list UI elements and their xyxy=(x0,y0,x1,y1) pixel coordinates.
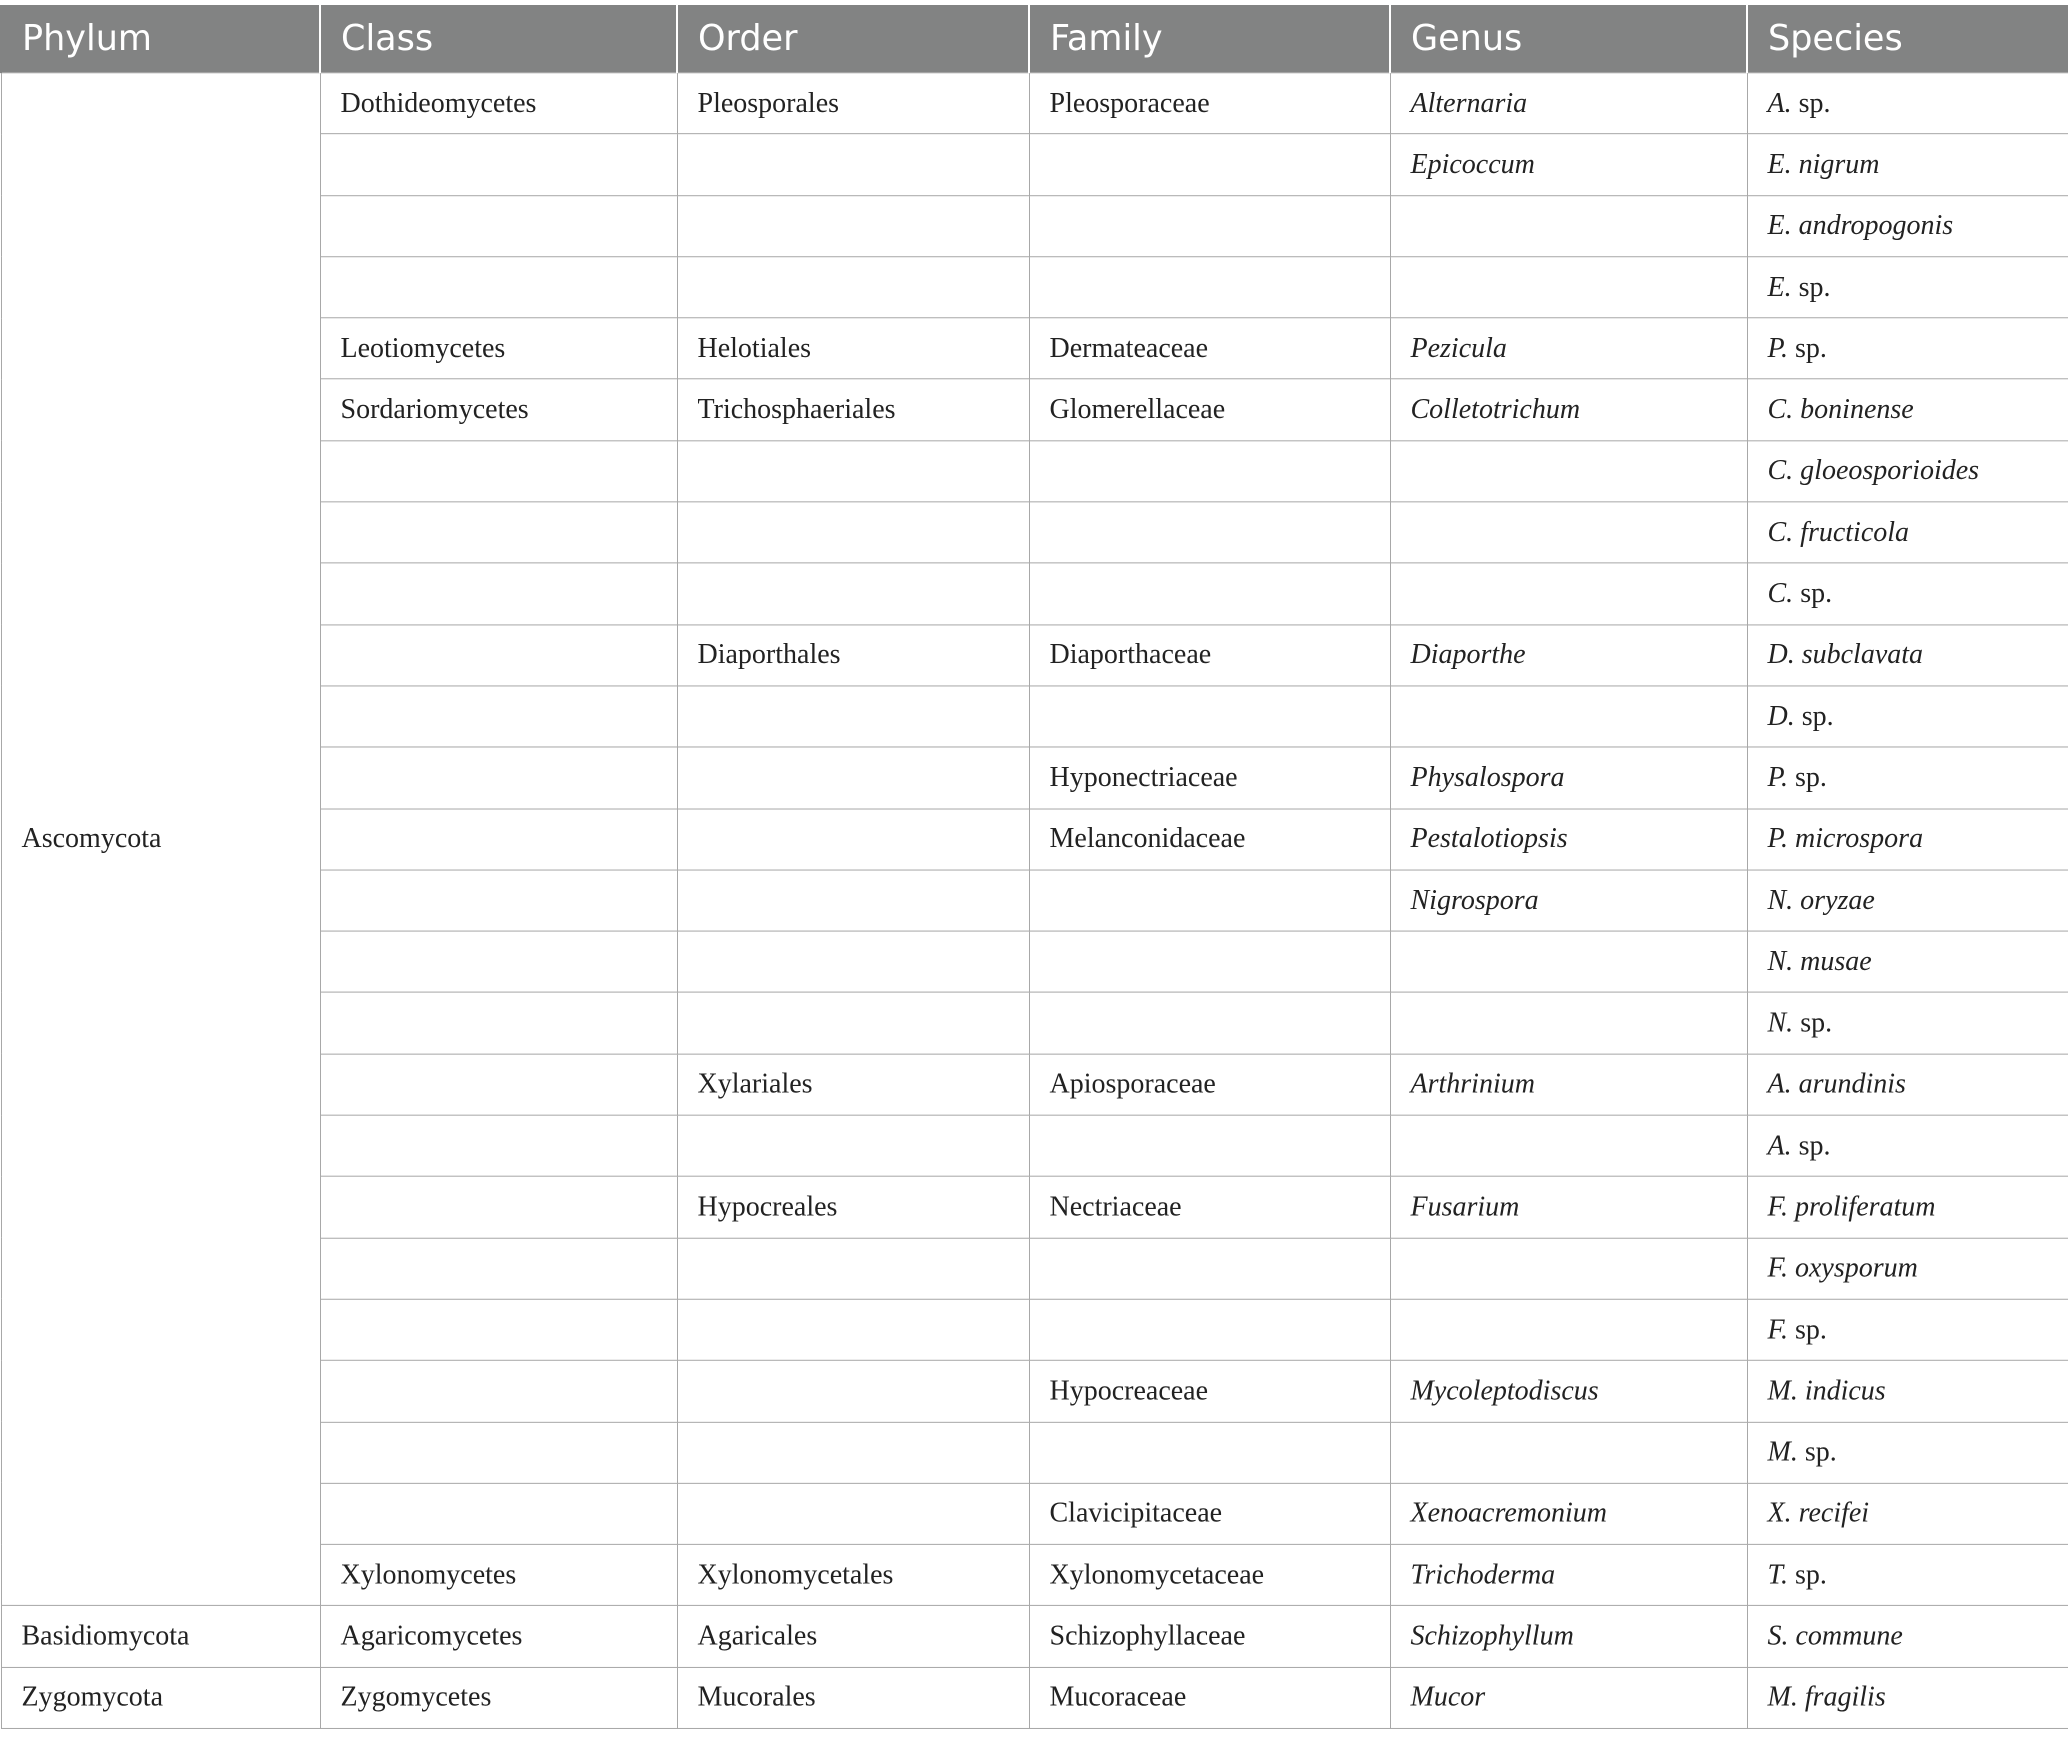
cell-family: Xylonomycetaceae xyxy=(1029,1545,1390,1606)
cell-order xyxy=(677,686,1029,747)
cell-order: Diaporthales xyxy=(677,625,1029,686)
header-order: Order xyxy=(677,5,1029,73)
cell-genus: Arthrinium xyxy=(1390,1054,1747,1115)
cell-class xyxy=(320,563,677,624)
cell-family: Pleosporaceae xyxy=(1029,73,1390,134)
cell-order xyxy=(677,502,1029,563)
species-genus-abbr: P. xyxy=(1767,761,1788,794)
cell-order xyxy=(677,563,1029,624)
species-name: E. andropogonis xyxy=(1767,209,1954,242)
cell-class xyxy=(320,870,677,931)
cell-order xyxy=(677,993,1029,1054)
cell-order xyxy=(677,1299,1029,1360)
cell-order: Trichosphaeriales xyxy=(677,379,1029,440)
cell-species xyxy=(1747,1545,2068,1606)
species-genus-abbr: A. xyxy=(1767,87,1792,119)
table-row xyxy=(1,1667,2068,1728)
cell-class xyxy=(320,1361,677,1422)
cell-genus: Xenoacremonium xyxy=(1390,1483,1747,1544)
cell-family xyxy=(1029,502,1390,563)
cell-class xyxy=(320,1115,677,1176)
cell-order xyxy=(677,1483,1029,1544)
cell-class xyxy=(320,747,677,808)
cell-genus: Diaporthe xyxy=(1390,625,1747,686)
cell-family xyxy=(1029,686,1390,747)
species-sp: sp. xyxy=(1794,700,1834,732)
cell-genus xyxy=(1390,1115,1747,1176)
cell-family: Hypocreaceae xyxy=(1029,1361,1390,1422)
species-name: C. boninense xyxy=(1767,393,1914,426)
cell-family: Schizophyllaceae xyxy=(1029,1606,1390,1667)
cell-order: Helotiales xyxy=(677,318,1029,379)
cell-genus xyxy=(1390,195,1747,256)
cell-order xyxy=(677,931,1029,992)
species-name: A. arundinis xyxy=(1767,1068,1906,1100)
cell-species xyxy=(1747,195,2068,256)
species-genus-abbr: T. xyxy=(1767,1558,1788,1591)
cell-species xyxy=(1747,1606,2068,1667)
table-row xyxy=(1,73,2068,134)
cell-species xyxy=(1747,1361,2068,1422)
species-name: S. commune xyxy=(1767,1620,1903,1652)
cell-species xyxy=(1747,993,2068,1054)
cell-order xyxy=(677,441,1029,502)
cell-class: Xylonomycetes xyxy=(320,1545,677,1606)
species-sp: sp. xyxy=(1788,761,1827,794)
cell-family: Melanconidaceae xyxy=(1029,809,1390,870)
cell-family: Clavicipitaceae xyxy=(1029,1483,1390,1544)
cell-genus: Mucor xyxy=(1390,1667,1747,1728)
cell-genus: Pezicula xyxy=(1390,318,1747,379)
cell-species xyxy=(1747,1483,2068,1544)
header-genus: Genus xyxy=(1390,5,1747,73)
species-name: C. fructicola xyxy=(1767,516,1910,548)
cell-genus: Schizophyllum xyxy=(1390,1606,1747,1667)
cell-class xyxy=(320,1299,677,1360)
cell-class xyxy=(320,195,677,256)
cell-class: Leotiomycetes xyxy=(320,318,677,379)
species-genus-abbr: C. xyxy=(1767,577,1794,610)
cell-species xyxy=(1747,563,2068,624)
species-name: D. subclavata xyxy=(1767,638,1924,671)
cell-species xyxy=(1747,747,2068,808)
cell-class xyxy=(320,625,677,686)
cell-order xyxy=(677,1422,1029,1483)
cell-genus: Epicoccum xyxy=(1390,134,1747,195)
cell-order xyxy=(677,257,1029,318)
cell-genus: Nigrospora xyxy=(1390,870,1747,931)
cell-order xyxy=(677,870,1029,931)
species-name: F. oxysporum xyxy=(1767,1252,1918,1284)
cell-genus xyxy=(1390,1238,1747,1299)
cell-species xyxy=(1747,686,2068,747)
cell-genus xyxy=(1390,441,1747,502)
cell-order: Agaricales xyxy=(677,1606,1029,1667)
species-genus-abbr: F. xyxy=(1767,1313,1788,1346)
species-genus-abbr: A. xyxy=(1767,1129,1792,1162)
cell-family xyxy=(1029,134,1390,195)
cell-class xyxy=(320,1238,677,1299)
cell-family xyxy=(1029,1422,1390,1483)
species-name: M. fragilis xyxy=(1767,1681,1886,1714)
taxonomy-table-wrapper xyxy=(0,5,2068,1729)
cell-family xyxy=(1029,195,1390,256)
cell-class xyxy=(320,686,677,747)
cell-class xyxy=(320,993,677,1054)
cell-genus: Trichoderma xyxy=(1390,1545,1747,1606)
cell-class: Zygomycetes xyxy=(320,1667,677,1728)
species-name: P. microspora xyxy=(1767,822,1924,855)
cell-order: Mucorales xyxy=(677,1667,1029,1728)
cell-class xyxy=(320,1483,677,1544)
cell-family xyxy=(1029,993,1390,1054)
species-sp: sp. xyxy=(1797,1436,1837,1468)
cell-genus: Fusarium xyxy=(1390,1177,1747,1238)
cell-species xyxy=(1747,1115,2068,1176)
species-genus-abbr: N. xyxy=(1767,1006,1794,1039)
species-sp: sp. xyxy=(1788,332,1827,364)
cell-class xyxy=(320,1422,677,1483)
cell-genus xyxy=(1390,931,1747,992)
cell-class xyxy=(320,931,677,992)
species-name: N. musae xyxy=(1767,945,1872,978)
cell-order xyxy=(677,1115,1029,1176)
cell-family xyxy=(1029,441,1390,502)
cell-genus xyxy=(1390,1422,1747,1483)
cell-class: Sordariomycetes xyxy=(320,379,677,440)
species-sp: sp. xyxy=(1793,1006,1833,1039)
cell-family: Glomerellaceae xyxy=(1029,379,1390,440)
species-genus-abbr: E. xyxy=(1767,271,1792,303)
cell-order: Xylariales xyxy=(677,1054,1029,1115)
cell-phylum: Zygomycota xyxy=(1,1667,320,1728)
cell-species xyxy=(1747,625,2068,686)
cell-genus xyxy=(1390,686,1747,747)
cell-genus: Mycoleptodiscus xyxy=(1390,1361,1747,1422)
cell-species xyxy=(1747,1054,2068,1115)
cell-class xyxy=(320,257,677,318)
cell-genus xyxy=(1390,502,1747,563)
cell-family xyxy=(1029,1238,1390,1299)
table-body xyxy=(1,73,2068,1729)
header-family: Family xyxy=(1029,5,1390,73)
cell-species xyxy=(1747,1177,2068,1238)
cell-genus: Alternaria xyxy=(1390,73,1747,134)
cell-genus: Colletotrichum xyxy=(1390,379,1747,440)
cell-genus xyxy=(1390,1299,1747,1360)
species-name: X. recifei xyxy=(1767,1497,1870,1530)
cell-class xyxy=(320,1177,677,1238)
cell-species xyxy=(1747,1422,2068,1483)
species-sp: sp. xyxy=(1791,271,1831,303)
species-genus-abbr: P. xyxy=(1767,332,1788,364)
cell-order xyxy=(677,809,1029,870)
cell-family xyxy=(1029,563,1390,624)
header-phylum: Phylum xyxy=(1,5,320,73)
header-species: Species xyxy=(1747,5,2068,73)
cell-class xyxy=(320,809,677,870)
cell-class xyxy=(320,1054,677,1115)
cell-order xyxy=(677,1238,1029,1299)
cell-family: Dermateaceae xyxy=(1029,318,1390,379)
species-sp: sp. xyxy=(1788,1558,1827,1591)
cell-species xyxy=(1747,134,2068,195)
cell-class xyxy=(320,134,677,195)
cell-family: Hyponectriaceae xyxy=(1029,747,1390,808)
species-name: N. oryzae xyxy=(1767,884,1875,916)
species-name: F. proliferatum xyxy=(1767,1190,1936,1223)
cell-family xyxy=(1029,931,1390,992)
cell-species xyxy=(1747,318,2068,379)
cell-phylum: Basidiomycota xyxy=(1,1606,320,1667)
taxonomy-table xyxy=(0,5,2068,1729)
table-header xyxy=(1,5,2068,73)
cell-genus xyxy=(1390,257,1747,318)
cell-species xyxy=(1747,379,2068,440)
species-sp: sp. xyxy=(1788,1313,1827,1346)
cell-species xyxy=(1747,441,2068,502)
cell-genus: Pestalotiopsis xyxy=(1390,809,1747,870)
cell-family xyxy=(1029,1115,1390,1176)
species-name: C. gloeosporioides xyxy=(1767,454,1980,487)
cell-class xyxy=(320,502,677,563)
species-sp: sp. xyxy=(1791,87,1831,119)
species-sp: sp. xyxy=(1791,1129,1831,1162)
species-sp: sp. xyxy=(1793,577,1833,610)
header-class: Class xyxy=(320,5,677,73)
cell-order: Hypocreales xyxy=(677,1177,1029,1238)
header-row xyxy=(1,5,2068,73)
cell-species xyxy=(1747,257,2068,318)
cell-species xyxy=(1747,502,2068,563)
cell-order: Xylonomycetales xyxy=(677,1545,1029,1606)
cell-order xyxy=(677,747,1029,808)
cell-genus: Physalospora xyxy=(1390,747,1747,808)
table-row xyxy=(1,1606,2068,1667)
cell-order: Pleosporales xyxy=(677,73,1029,134)
cell-genus xyxy=(1390,993,1747,1054)
cell-order xyxy=(677,195,1029,256)
cell-class: Agaricomycetes xyxy=(320,1606,677,1667)
species-name: M. indicus xyxy=(1767,1374,1886,1407)
cell-class: Dothideomycetes xyxy=(320,73,677,134)
cell-family xyxy=(1029,1299,1390,1360)
species-genus-abbr: M. xyxy=(1767,1436,1798,1468)
cell-species xyxy=(1747,1667,2068,1728)
cell-family: Mucoraceae xyxy=(1029,1667,1390,1728)
cell-species xyxy=(1747,73,2068,134)
cell-species xyxy=(1747,1299,2068,1360)
species-genus-abbr: D. xyxy=(1767,700,1795,732)
cell-family: Nectriaceae xyxy=(1029,1177,1390,1238)
cell-family xyxy=(1029,870,1390,931)
cell-order xyxy=(677,134,1029,195)
cell-class xyxy=(320,441,677,502)
cell-species xyxy=(1747,809,2068,870)
cell-species xyxy=(1747,870,2068,931)
cell-species xyxy=(1747,1238,2068,1299)
cell-order xyxy=(677,1361,1029,1422)
cell-genus xyxy=(1390,563,1747,624)
species-name: E. nigrum xyxy=(1767,148,1880,180)
cell-family xyxy=(1029,257,1390,318)
cell-family: Diaporthaceae xyxy=(1029,625,1390,686)
cell-phylum: Ascomycota xyxy=(1,73,320,1606)
cell-family: Apiosporaceae xyxy=(1029,1054,1390,1115)
cell-species xyxy=(1747,931,2068,992)
